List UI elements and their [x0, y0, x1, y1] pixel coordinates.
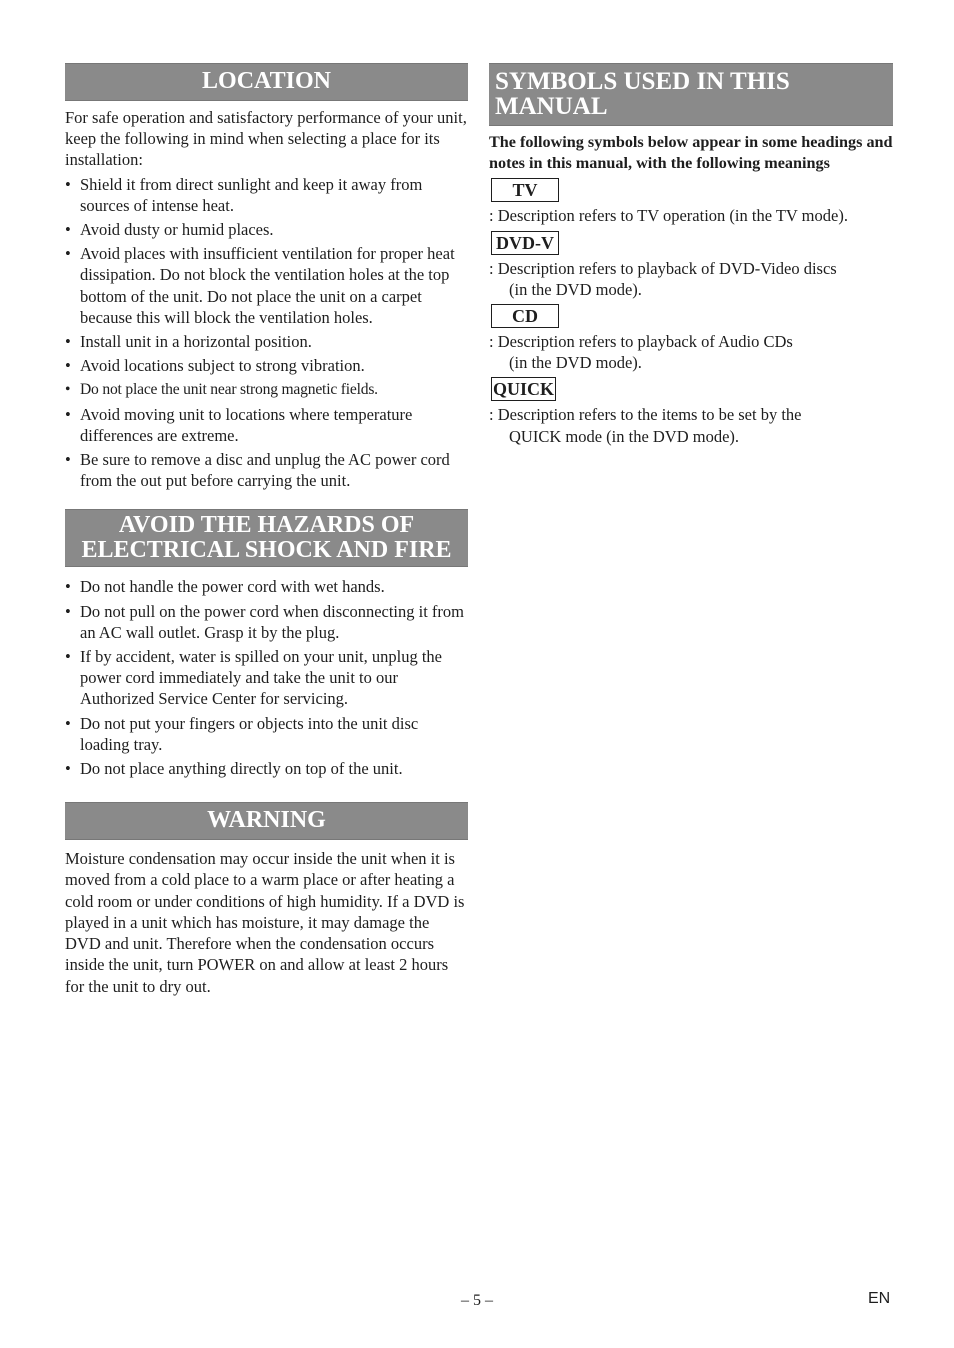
symbol-desc — [489, 205, 893, 226]
warning-heading: WARNING — [65, 802, 468, 840]
location-intro: For safe operation and satisfactory performance of your unit, keep the following in mind when selecting a place for its installation: — [65, 108, 467, 170]
left-column — [65, 63, 468, 997]
list-item: • Be sure to remove a disc and unplug the AC power cord from the out put before carrying the unit. — [65, 449, 468, 491]
list-item: • Do not handle the power cord with wet hands. — [65, 576, 468, 597]
symbol-tag: QUICK — [493, 379, 555, 400]
list-item: • Shield it from direct sunlight and keep it away from sources of intense heat. — [65, 174, 468, 216]
symbol-desc-line1: : Description refers to TV operation (in the TV mode). — [489, 206, 848, 226]
symbol-cd — [489, 304, 893, 373]
symbols-heading: SYMBOLS USED IN THIS MANUAL — [489, 63, 893, 126]
location-heading: LOCATION — [65, 63, 468, 101]
symbol-tag: TV — [491, 178, 559, 202]
symbol-desc — [489, 258, 893, 300]
list-item: • Avoid moving unit to locations where temperature differences are extreme. — [65, 404, 468, 446]
symbol-tag: DVD-V — [491, 231, 559, 255]
symbol-desc-line1: : Description refers to playback of Audio CDs — [489, 332, 793, 352]
list-item: • Install unit in a horizontal position. — [65, 331, 468, 352]
symbol-desc-line2: (in the DVD mode). — [509, 353, 642, 373]
symbol-quick — [489, 377, 893, 446]
hazards-heading-line1: AVOID THE HAZARDS OF — [118, 512, 415, 539]
list-item: • Avoid locations subject to strong vibration. — [65, 355, 468, 376]
warning-text: Moisture condensation may occur inside the unit when it is moved from a cold place to a warm place or after heating a cold room or under conditions of high humidity. If a DVD is played in a unit which has moisture, it may damage the DVD and unit. Therefore when the condensation occurs inside the unit, turn POWER on and allow at least 2 hours for the unit to dry out. — [65, 849, 465, 996]
symbol-desc — [489, 331, 893, 373]
hazards-list — [65, 576, 468, 779]
symbol-tag: CD — [491, 304, 559, 328]
location-list — [65, 174, 468, 492]
list-item: • Do not place the unit near strong magnetic fields. — [65, 379, 468, 400]
symbol-dvd-v — [489, 231, 893, 300]
symbol-desc — [489, 404, 893, 446]
hazards-heading-line2: ELECTRICAL SHOCK AND FIRE — [81, 537, 452, 564]
list-item: • Do not place anything directly on top of the unit. — [65, 758, 468, 779]
list-item: • Avoid places with insufficient ventilation for proper heat dissipation. Do not block the ventilation holes at the top bottom of the unit. Do not place the unit on a carpet because this will block the ventilation holes. — [65, 243, 468, 328]
hazards-heading — [65, 509, 468, 567]
list-item: • If by accident, water is spilled on your unit, unplug the power cord immediately and take the unit to our Authorized Service Center for servicing. — [65, 646, 468, 710]
list-item: • Avoid dusty or humid places. — [65, 219, 468, 240]
right-column — [489, 63, 893, 447]
symbol-desc-line2: (in the DVD mode). — [509, 279, 642, 299]
list-item: • Do not put your fingers or objects into the unit disc loading tray. — [65, 713, 468, 755]
list-item: • Do not pull on the power cord when disconnecting it from an AC wall outlet. Grasp it by the plug. — [65, 601, 468, 643]
symbol-tv — [489, 178, 893, 226]
symbols-intro: The following symbols below appear in some headings and notes in this manual, with the following meanings — [489, 133, 893, 173]
symbol-desc-line2: QUICK mode (in the DVD mode). — [509, 426, 740, 446]
page-number: – 5 – — [461, 1292, 493, 1309]
symbol-desc-line1: : Description refers to the items to be set by the — [489, 405, 802, 425]
language-code: EN — [868, 1290, 891, 1307]
symbol-desc-line1: : Description refers to playback of DVD-Video discs — [489, 258, 837, 278]
